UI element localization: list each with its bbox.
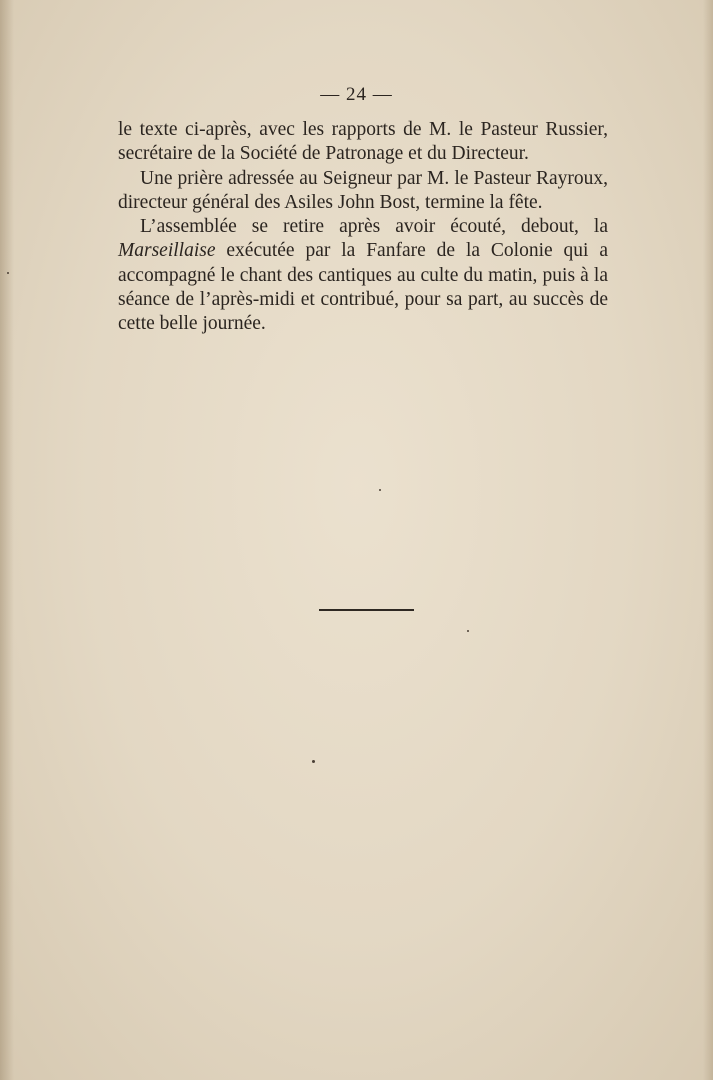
paragraph-3 [118,215,608,336]
paragraph-3-end: exécutée par la Fanfare de la Colonie qui a accompagné le chant des cantiques au culte du matin, puis à la séance de l’après-midi et contribué, pour sa part, au succès de cette belle journée. [118,240,608,335]
page-number: — 24 — [320,84,393,105]
ink-speck [7,272,9,274]
section-end-rule [319,609,414,611]
paragraph-3-emphasis: Marseillaise [118,240,216,262]
body-text [118,118,608,337]
ink-speck [312,760,315,763]
paragraph-1: le texte ci-après, avec les rapports de M. le Pasteur Russier, secrétaire de la Société de Patronage et du Directeur. [118,119,608,165]
paragraph-2: Une prière adressée au Seigneur par M. le Pasteur Rayroux, directeur général des Asiles John Bost, termine la fête. [118,167,608,213]
ink-speck [379,489,381,491]
ink-speck [467,630,469,632]
page-edge-left [0,0,14,1080]
page-edge-right [703,0,713,1080]
paragraph-3-start: L’assemblée se retire après avoir écouté, debout, la [140,216,608,238]
